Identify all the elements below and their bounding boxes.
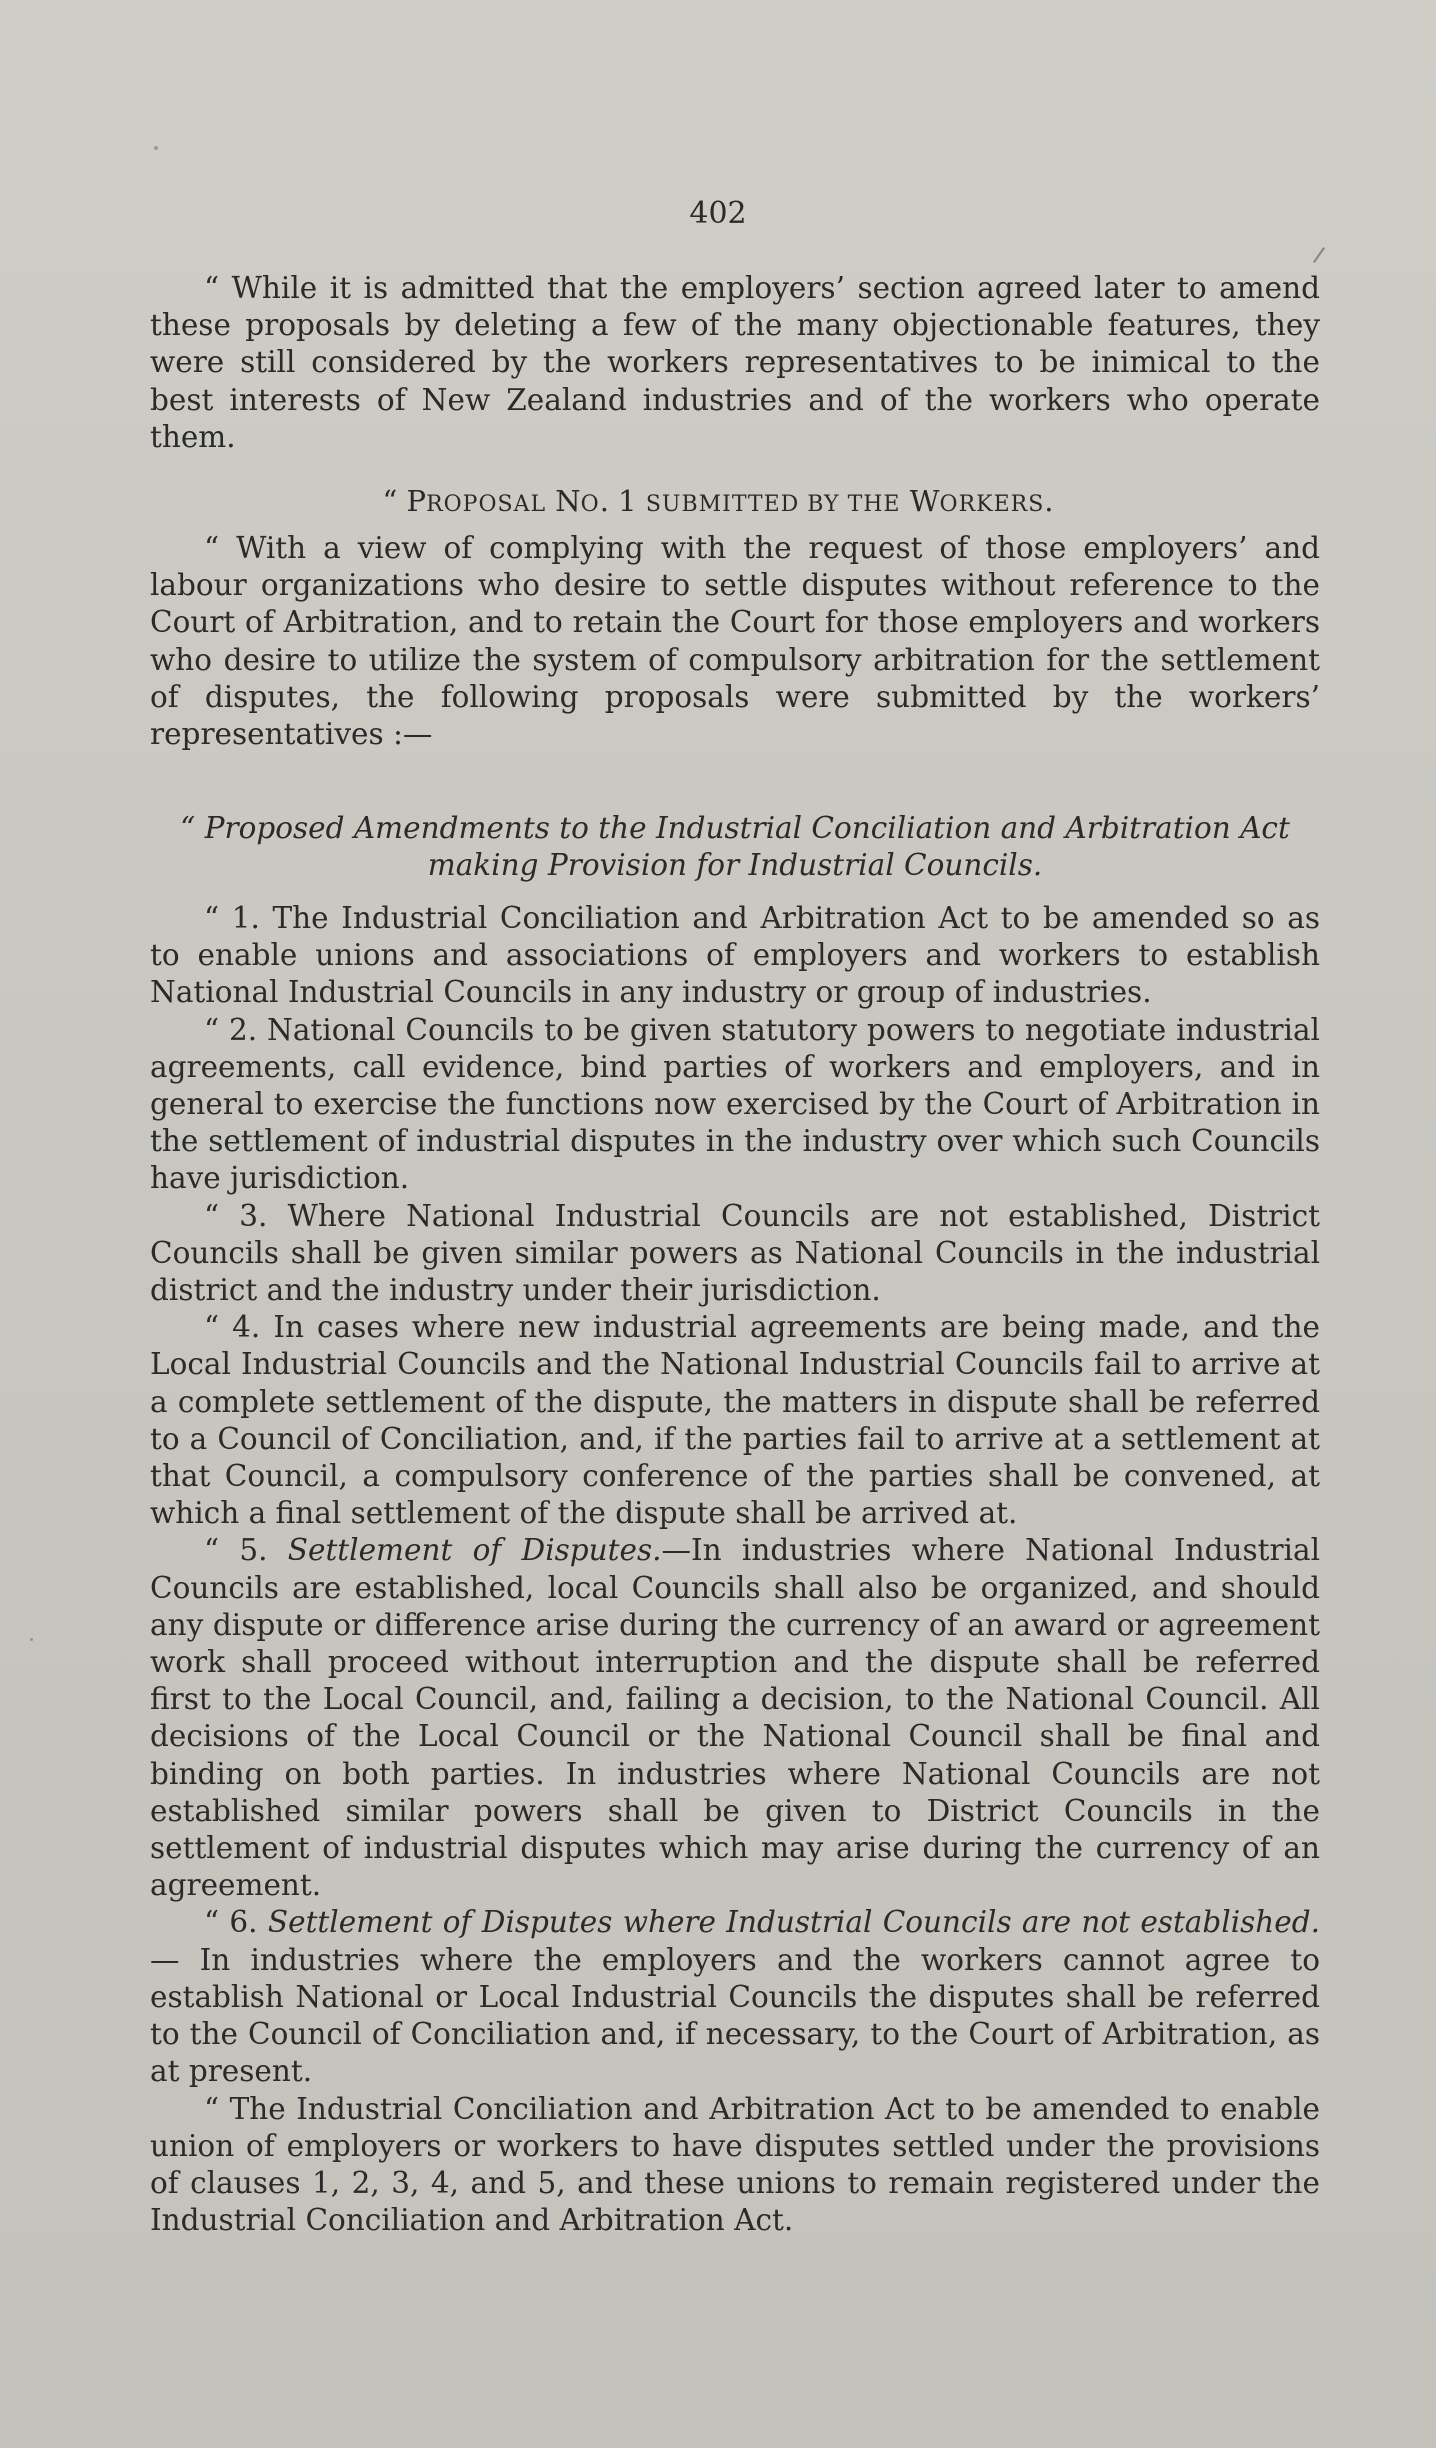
- pencil-mark: [1313, 247, 1325, 263]
- clause-4: “ 4. In cases where new industrial agreements are being made, and the Local Industrial Councils and the National Industrial Councils fail to arrive at a complete settlement of the dispute, the matters in dispute shall be referred to a Council of Conciliation, and, if the parties fail to arrive at a settlement at that Council, a compulsory conference of the parties shall be convened, at which a final settlement of the dispute shall be arrived at.: [150, 1310, 1320, 1531]
- request-block: [150, 530, 1320, 753]
- heading-mid3: W: [900, 484, 940, 518]
- amendments-title-line1: “ Proposed Amendments to the Industrial Conciliation and Arbitration Act: [180, 811, 1290, 845]
- heading-mid2: . 1: [599, 484, 646, 518]
- clause-5-body: —In industries where National Industrial Councils are established, local Councils shall also be organized, and should any dispute or difference arise during the currency of an award or agreement work shall proceed without interruption and the dispute shall be referred first to the Local Council, and, failing a decision, to the National Council. All decisions of the Local Council or the National Council shall be final and binding on both parties. In industries where National Councils are not established similar powers shall be given to District Councils in the settlement of industrial disputes which may arise during the currency of an agreement.: [150, 1533, 1321, 1903]
- intro-block: [150, 270, 1320, 456]
- clause-5-prefix: “ 5.: [204, 1533, 288, 1568]
- intro-paragraph: “ While it is admitted that the employers’ section agreed later to amend these proposals by deleting a few of the many objectionable features, they were still considered by the workers representatives to be inimical to the best interests of New Zealand industries and of the workers who operate them.: [150, 271, 1320, 454]
- proposal-heading: [0, 484, 1436, 518]
- clause-6-body: — In industries where the employers and the workers cannot agree to establish National or Local Industrial Councils the disputes shall be referred to the Council of Conciliation and, if necessary, to the Court of Arbitration, as at present.: [150, 1942, 1320, 2089]
- clause-1: “ 1. The Industrial Conciliation and Arbitration Act to be amended so as to enable unions and associations of employers and workers to establish National Industrial Councils in any industry or group of industries.: [150, 901, 1320, 1010]
- speck: [30, 1638, 33, 1641]
- heading-word2: O: [580, 492, 600, 517]
- clause-5-heading: Settlement of Disputes.: [287, 1533, 662, 1568]
- page-number: 402: [689, 196, 747, 231]
- clause-3: “ 3. Where National Industrial Councils are not established, District Councils shall be given similar powers as National Councils in the industrial district and the industry under their jurisdiction.: [150, 1198, 1320, 1308]
- heading-word3: SUBMITTED BY THE: [645, 492, 901, 517]
- amendments-title: [150, 810, 1320, 884]
- heading-mid: N: [546, 484, 581, 518]
- speck: [154, 146, 158, 150]
- closing-paragraph: “ The Industrial Conciliation and Arbitration Act to be amended to enable union of employers or workers to have disputes settled under the provisions of clauses 1, 2, 3, 4, and 5, and these unions to remain registered under the Industrial Conciliation and Arbitration Act.: [150, 2091, 1320, 2238]
- clause-5: [150, 1532, 1320, 1904]
- clause-6: [150, 1904, 1320, 2090]
- heading-word1: ROPOSAL: [426, 492, 547, 517]
- clauses-block: [150, 900, 1320, 2239]
- request-paragraph: “ With a view of complying with the request of those employers’ and labour organizations who desire to settle disputes without reference to the Court of Arbitration, and to retain the Court for those employers and workers who desire to utilize the system of compulsory arbitration for the settlement of disputes, the following proposals were submitted by the workers’ representatives :—: [150, 531, 1320, 752]
- heading-word4: ORKERS: [939, 492, 1045, 517]
- clause-6-heading: Settlement of Disputes where Industrial Councils are not established.: [267, 1905, 1320, 1940]
- clause-6-prefix: “ 6.: [204, 1905, 268, 1940]
- clause-2: “ 2. National Councils to be given statutory powers to negotiate industrial agreements, call evidence, bind parties of workers and employers, and in general to exercise the functions now exercised by the Court of Arbitration in the settlement of industrial disputes in the industry over which such Councils have jurisdiction.: [150, 1012, 1320, 1196]
- heading-prefix: “ P: [382, 484, 427, 518]
- amendments-title-line2: making Provision for Industrial Councils.: [427, 848, 1043, 882]
- heading-suffix: .: [1044, 484, 1054, 518]
